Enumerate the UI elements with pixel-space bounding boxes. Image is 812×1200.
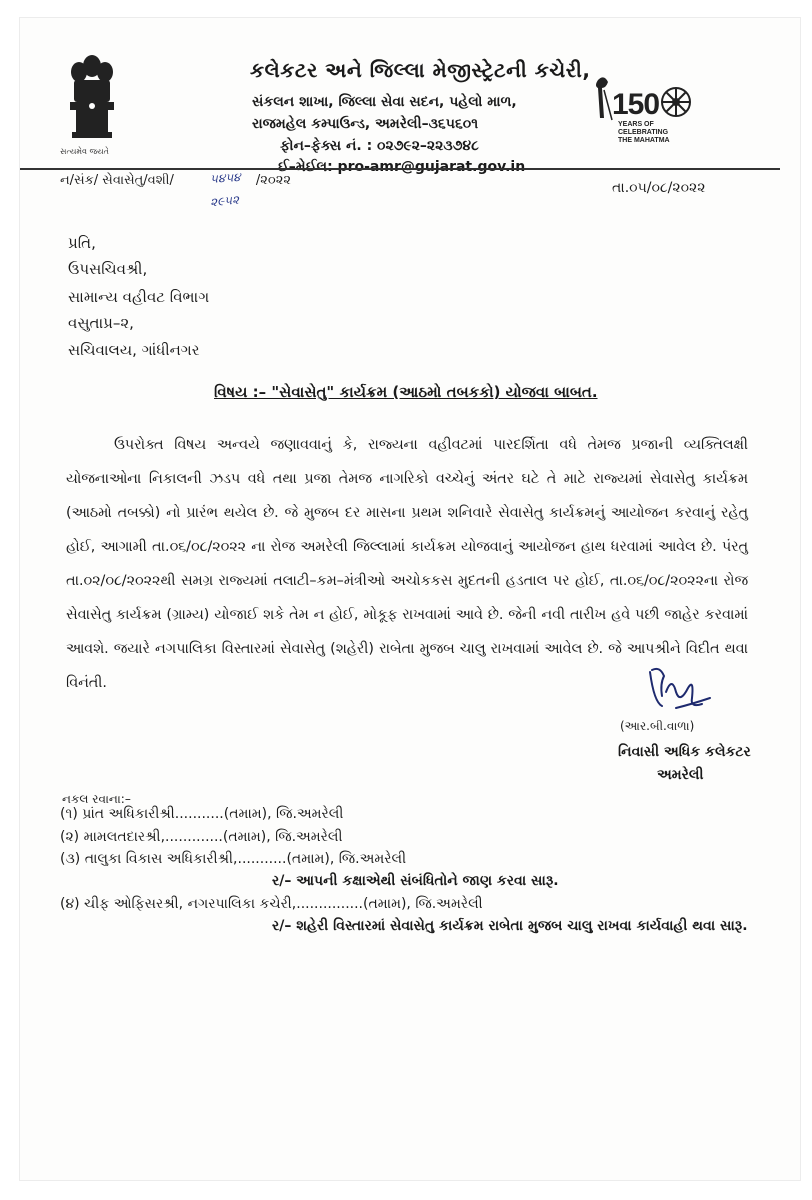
- reference-number: ન/સંક/ સેવાસેતુ/વશી/ /૨૦૨૨: [60, 173, 291, 188]
- signatory-place: અમરેલી: [657, 767, 704, 783]
- copy-recipient: (૧) પ્રાંત અધિકારીશ્રી...........(તમામ), જિ.અમરેલી: [60, 806, 344, 822]
- office-address-line: સંકલન શાખા, જિલ્લા સેવા સદન, પહેલો માળ,: [252, 94, 517, 110]
- emblem-caption: સત્યમેવ જયતે: [60, 147, 109, 156]
- copy-recipient: (૪) ચીફ ઓફિસરશ્રી, નગરપાલિકા કચેરી,...............(તમામ), જિ.અમરેલી: [60, 896, 483, 912]
- ashoka-emblem-icon: [62, 50, 122, 146]
- anniv-line: CELEBRATING: [618, 129, 669, 136]
- anniv-line: YEARS OF: [618, 121, 654, 128]
- anniv-line: THE MAHATMA: [618, 137, 670, 144]
- copy-note: ર/– શહેરી વિસ્તારમાં સેવાસેતુ કાર્યક્રમ રાબેતા મુજબ ચાલુ રાખવા કાર્યવાહી થવા સારૂ.: [272, 918, 748, 934]
- inward-number-stamp: ૨૯૫૨: [209, 192, 240, 210]
- letter-date: તા.૦૫/૦૮/૨૦૨૨: [612, 180, 706, 196]
- copy-note: ર/– આપની કક્ષાએથી સંબંધિતોને જાણ કરવા સારૂ.: [272, 873, 559, 889]
- mahatma-150-years-logo: [590, 70, 710, 150]
- copy-recipient: (૨) મામલતદારશ્રી,.............(તમામ), જિ.અમરેલી: [60, 829, 343, 845]
- addressee-line: વસુતાપ્ર–૨,: [68, 314, 134, 332]
- addressee-line: સામાન્ય વહીવટ વિભાગ: [68, 288, 210, 306]
- office-address-line: રાજમહેલ કમ્પાઉન્ડ, અમરેલી–૩૬૫૬૦૧: [252, 116, 479, 132]
- letter-body: ઉપરોક્ત વિષય અન્વયે જણાવવાનું કે, રાજ્યના વહીવટમાં પારદર્શિતા વધે તેમજ પ્રજાની વ્યક્તિલક્ષી યોજનાઓના નિકાલની ઝડપ વધે તથા પ્રજા તેમજ નાગરિકો વચ્ચેનું અંતર ઘટે તે માટે રાજ્યમાં સેવાસેતુ કાર્યક્રમ (આઠમો તબક્કો) નો પ્રારંભ થયેલ છે. જે મુજબ દર માસના પ્રથમ શનિવારે સેવાસેતુ કાર્યક્રમનું આયોજન કરવાનું રહેતુ હોઈ, આગામી તા.૦૬/૦૮/૨૦૨૨ ના રોજ અમરેલી જિલ્લામાં કાર્યક્રમ યોજવાનું આયોજન હાથ ધરવામાં આવેલ છે. પંરતુ તા.૦૨/૦૮/૨૦૨૨થી સમગ્ર રાજ્યમાં તલાટી–કમ–મંત્રીઓ અચોકકસ મુદતની હડતાલ પર હોઈ, તા.૦૬/૦૮/૨૦૨૨ના રોજ સેવાસેતુ કાર્યક્રમ (ગ્રામ્ય) યોજાઈ શકે તેમ ન હોઈ, મોકૂફ રાખવામાં આવે છે. જેની નવી તારીખ હવે પછી જાહેર કરવામાં આવશે. જયારે નગપાલિકા વિસ્તારમાં સેવાસેતુ (શહેરી) રાબેતા મુજબ ચાલુ રાખવામાં આવેલ છે. જે આપશ્રીને વિદીત થવા વિનંતી.: [66, 437, 748, 691]
- subject-line: વિષય :– "સેવાસેતુ" કાર્યક્રમ (આઠમો તબકકો) યોજવા બાબત.: [214, 383, 598, 401]
- letterhead-divider: [20, 168, 780, 170]
- handwritten-signature: [640, 662, 720, 716]
- inward-number-stamp: ૫૪૫૪: [209, 169, 242, 187]
- charkha-icon: [662, 88, 690, 116]
- office-email: ઈ–મેઈલ: pro-amr@gujarat.gov.in: [278, 159, 526, 175]
- signatory-name: (આર.બી.વાળા): [620, 719, 695, 733]
- addressee-line: ઉપસચિવશ્રી,: [68, 260, 148, 278]
- copy-recipient: (૩) તાલુકા વિકાસ અધિકારીશ્રી,...........(તમામ), જિ.અમરેલી: [60, 851, 407, 867]
- signatory-designation: નિવાસી અધિક કલેકટર: [618, 744, 751, 760]
- addressee-line: સચિવાલય, ગાંધીનગર: [68, 341, 200, 359]
- office-phone: ફોન–ફેક્સ નં. : ૦૨૭૯૨–૨૨૩૭૪૮: [280, 138, 479, 154]
- copy-to-heading: નકલ રવાના:–: [62, 792, 131, 806]
- anniv-number: 150: [612, 88, 660, 121]
- addressee-line: પ્રતિ,: [68, 234, 96, 252]
- office-name: કલેકટર અને જિલ્લા મેજીસ્ટ્રેટની કચેરી,: [250, 58, 591, 82]
